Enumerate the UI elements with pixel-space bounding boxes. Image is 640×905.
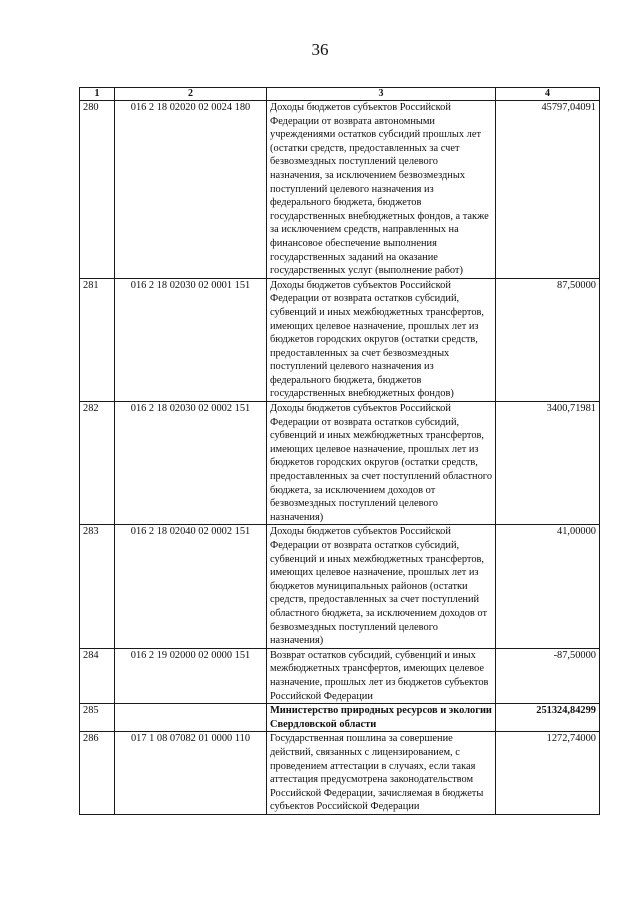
amount-value: 251324,84299: [496, 704, 600, 732]
table-row: [80, 402, 600, 525]
row-number: 282: [80, 402, 115, 525]
table-row: [80, 704, 600, 732]
amount-value: 45797,04091: [496, 101, 600, 279]
budget-classification-code: 016 2 18 02040 02 0002 151: [115, 525, 267, 648]
column-header-2: 2: [115, 88, 267, 101]
budget-classification-code: 016 2 19 02000 02 0000 151: [115, 648, 267, 703]
budget-classification-code: [115, 704, 267, 732]
row-number: 283: [80, 525, 115, 648]
revenue-name: Доходы бюджетов субъектов Российской Федерации от возврата остатков субсидий, субвенций и иных межбюджетных трансфертов, имеющих целевое назначение, прошлых лет из бюджетов городских округов (остатки средств, предоставленных за счет поступлений областного бюджета, за исключением доходов от безвозмездных поступлений целевого назначения): [267, 402, 496, 525]
revenue-name: Возврат остатков субсидий, субвенций и иных межбюджетных трансфертов, имеющих целевое назначение, прошлых лет из бюджетов субъектов Российской Федерации: [267, 648, 496, 703]
amount-value: 1272,74000: [496, 732, 600, 815]
budget-classification-code: 016 2 18 02030 02 0001 151: [115, 278, 267, 401]
column-header-3: 3: [267, 88, 496, 101]
budget-classification-code: 016 2 18 02030 02 0002 151: [115, 402, 267, 525]
row-number: 284: [80, 648, 115, 703]
revenue-name: Министерство природных ресурсов и экологии Свердловской области: [267, 704, 496, 732]
amount-value: 3400,71981: [496, 402, 600, 525]
amount-value: -87,50000: [496, 648, 600, 703]
revenue-name: Доходы бюджетов субъектов Российской Федерации от возврата остатков субсидий, субвенций и иных межбюджетных трансфертов, имеющих целевое назначение, прошлых лет из бюджетов муниципальных районов (остатки средств, предоставленных за счет поступлений областного бюджета, за исключением доходов от безвозмездных поступлений целевого назначения): [267, 525, 496, 648]
budget-classification-code: 016 2 18 02020 02 0024 180: [115, 101, 267, 279]
table-row: [80, 525, 600, 648]
revenue-name: Доходы бюджетов субъектов Российской Федерации от возврата остатков субсидий, субвенций и иных межбюджетных трансфертов, имеющих целевое назначение, прошлых лет из бюджетов городских округов (остатки средств, предоставленных за счет безвозмездных поступлений целевого назначения из федерального бюджета, бюджетов государственных внебюджетных фондов): [267, 278, 496, 401]
revenue-name: Доходы бюджетов субъектов Российской Федерации от возврата автономными учреждениями остатков субсидий прошлых лет (остатки средств, предоставленных за счет безвозмездных поступлений целевого назначения, за исключением безвозмездных поступлений целевого назначения из федерального бюджета, бюджетов государственных внебюджетных фондов, а также за исключением средств, направленных на финансовое обеспечение выполнения государственных заданий на оказание государственных услуг (выполнение работ): [267, 101, 496, 279]
row-number: 286: [80, 732, 115, 815]
table-row: [80, 278, 600, 401]
budget-revenue-table: [79, 87, 600, 815]
table-row: [80, 101, 600, 279]
column-header-4: 4: [496, 88, 600, 101]
column-header-1: 1: [80, 88, 115, 101]
row-number: 285: [80, 704, 115, 732]
table-header-row: [80, 88, 600, 101]
revenue-name: Государственная пошлина за совершение действий, связанных с лицензированием, с проведением аттестации в случаях, если такая аттестация предусмотрена законодательством Российской Федерации, зачисляемая в бюджеты субъектов Российской Федерации: [267, 732, 496, 815]
amount-value: 87,50000: [496, 278, 600, 401]
table-row: [80, 732, 600, 815]
row-number: 281: [80, 278, 115, 401]
row-number: 280: [80, 101, 115, 279]
budget-classification-code: 017 1 08 07082 01 0000 110: [115, 732, 267, 815]
table-row: [80, 648, 600, 703]
page-number: 36: [311, 40, 329, 59]
amount-value: 41,00000: [496, 525, 600, 648]
